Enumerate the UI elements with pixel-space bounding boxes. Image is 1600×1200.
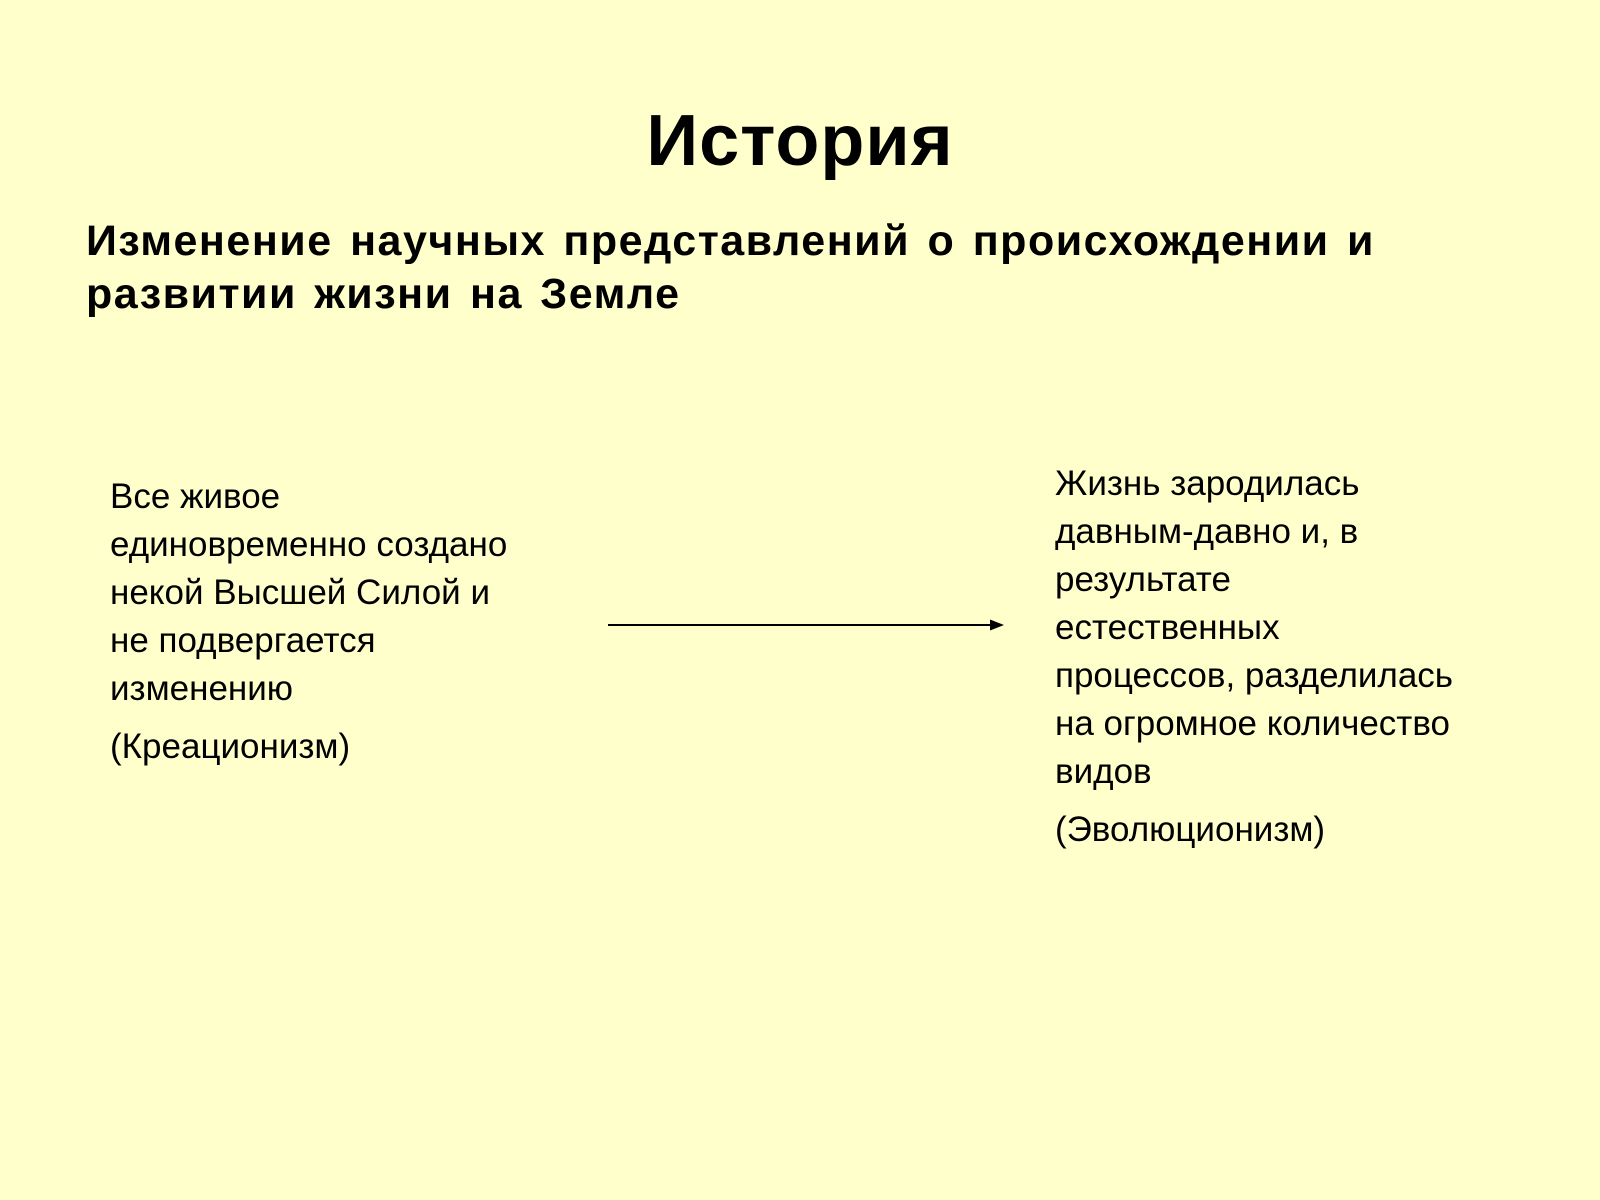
creationism-label: (Креационизм) <box>110 727 351 766</box>
evolutionism-text: Жизнь зародилась давным-давно и, в результате естественных процессов, разделилась на огромное количество видов <box>1055 464 1454 791</box>
creationism-text: Все живое единовременно создано некой Высшей Силой и не подвергается изменению <box>110 477 508 708</box>
creationism-block <box>110 473 590 771</box>
evolutionism-label: (Эволюционизм) <box>1055 810 1326 849</box>
evolutionism-block <box>1055 460 1575 854</box>
arrow-right-icon <box>608 615 1004 635</box>
slide-title: История <box>646 101 954 181</box>
slide-subtitle: Изменение научных представлений о происхождении и развитии жизни на Земле <box>86 217 1375 318</box>
